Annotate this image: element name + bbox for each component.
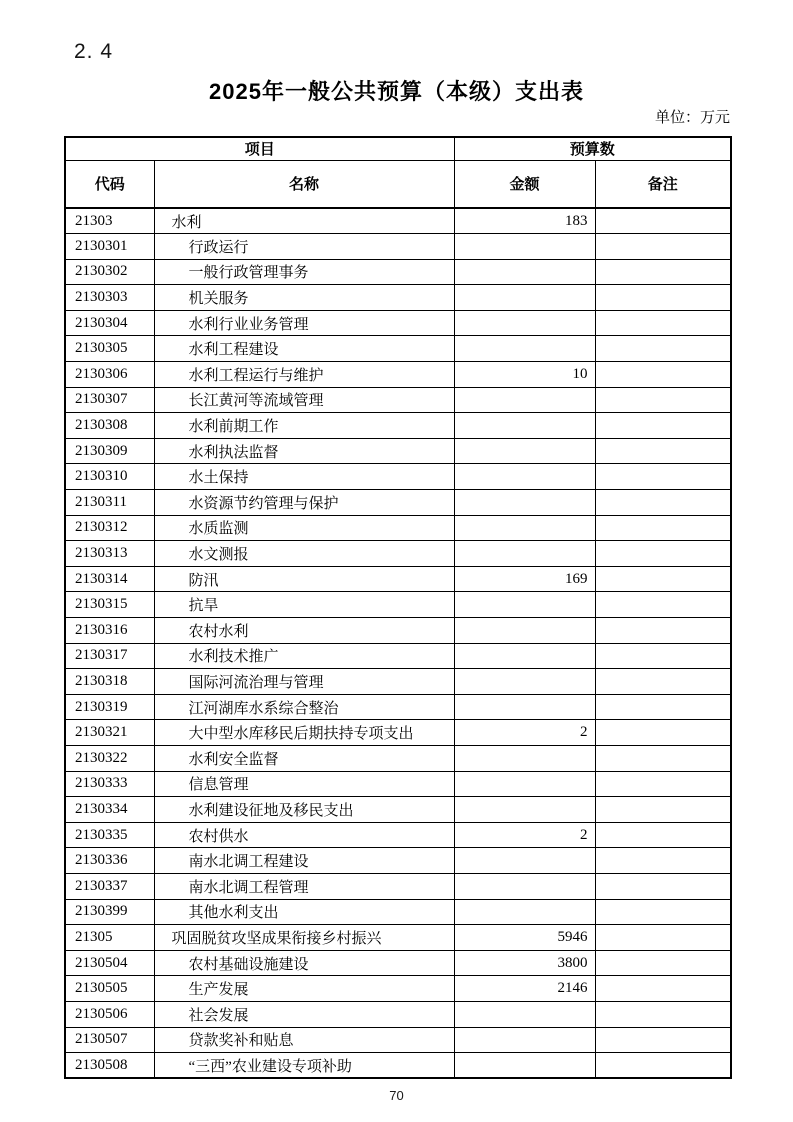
header-group-item: 项目	[65, 137, 454, 160]
row-code: 2130308	[65, 413, 154, 439]
row-note	[595, 592, 731, 618]
row-amount	[454, 387, 595, 413]
row-code: 2130507	[65, 1027, 154, 1053]
row-amount	[454, 310, 595, 336]
table-row	[65, 310, 731, 336]
row-name: 水利安全监督	[154, 745, 454, 771]
row-amount: 2146	[454, 976, 595, 1002]
row-amount	[454, 848, 595, 874]
row-note	[595, 694, 731, 720]
row-code: 2130311	[65, 490, 154, 516]
row-note	[595, 1027, 731, 1053]
table-row	[65, 618, 731, 644]
row-name: 农村水利	[154, 618, 454, 644]
row-code: 2130334	[65, 797, 154, 823]
row-note	[595, 541, 731, 567]
row-note	[595, 438, 731, 464]
row-code: 2130321	[65, 720, 154, 746]
row-code: 21303	[65, 208, 154, 234]
row-amount: 3800	[454, 950, 595, 976]
row-name: 社会发展	[154, 1001, 454, 1027]
header-group-budget: 预算数	[454, 137, 731, 160]
row-code: 2130301	[65, 234, 154, 260]
row-amount	[454, 643, 595, 669]
row-note	[595, 643, 731, 669]
row-note	[595, 234, 731, 260]
row-name: 水利技术推广	[154, 643, 454, 669]
row-note	[595, 515, 731, 541]
row-amount	[454, 694, 595, 720]
row-note	[595, 822, 731, 848]
row-code: 2130322	[65, 745, 154, 771]
row-amount: 5946	[454, 925, 595, 951]
row-amount	[454, 234, 595, 260]
row-name: 行政运行	[154, 234, 454, 260]
row-name: 巩固脱贫攻坚成果衔接乡村振兴	[154, 925, 454, 951]
row-code: 2130319	[65, 694, 154, 720]
row-name: 水利前期工作	[154, 413, 454, 439]
row-note	[595, 950, 731, 976]
header-col-code: 代码	[65, 160, 154, 208]
row-name: 水质监测	[154, 515, 454, 541]
table-row	[65, 208, 731, 234]
row-note	[595, 387, 731, 413]
row-note	[595, 848, 731, 874]
row-code: 21305	[65, 925, 154, 951]
table-row	[65, 490, 731, 516]
table-row	[65, 464, 731, 490]
row-amount: 2	[454, 822, 595, 848]
row-code: 2130310	[65, 464, 154, 490]
table-row	[65, 950, 731, 976]
row-amount	[454, 899, 595, 925]
row-note	[595, 1053, 731, 1079]
row-note	[595, 771, 731, 797]
row-name: 农村基础设施建设	[154, 950, 454, 976]
row-note	[595, 490, 731, 516]
row-note	[595, 873, 731, 899]
row-note	[595, 208, 731, 234]
row-code: 2130506	[65, 1001, 154, 1027]
table-body	[65, 208, 731, 1078]
row-note	[595, 285, 731, 311]
row-code: 2130309	[65, 438, 154, 464]
table-row	[65, 771, 731, 797]
row-name: 一般行政管理事务	[154, 259, 454, 285]
row-amount	[454, 797, 595, 823]
row-amount	[454, 1001, 595, 1027]
header-col-amount: 金额	[454, 160, 595, 208]
page-title: 2025年一般公共预算（本级）支出表	[209, 79, 584, 104]
row-name: 长江黄河等流域管理	[154, 387, 454, 413]
row-note	[595, 925, 731, 951]
header-columns-row	[65, 160, 731, 208]
row-note	[595, 618, 731, 644]
page-number: 70	[389, 1088, 404, 1103]
table-row	[65, 566, 731, 592]
row-amount	[454, 285, 595, 311]
table-row	[65, 592, 731, 618]
table-row	[65, 234, 731, 260]
row-code: 2130314	[65, 566, 154, 592]
row-code: 2130307	[65, 387, 154, 413]
row-code: 2130333	[65, 771, 154, 797]
row-name: 南水北调工程建设	[154, 848, 454, 874]
row-amount	[454, 336, 595, 362]
row-name: 贷款奖补和贴息	[154, 1027, 454, 1053]
table-row	[65, 976, 731, 1002]
row-amount	[454, 541, 595, 567]
table-row	[65, 362, 731, 388]
row-note	[595, 745, 731, 771]
row-name: 水利工程运行与维护	[154, 362, 454, 388]
header-group-row	[65, 137, 731, 160]
row-code: 2130336	[65, 848, 154, 874]
row-amount	[454, 873, 595, 899]
row-code: 2130302	[65, 259, 154, 285]
row-name: 水资源节约管理与保护	[154, 490, 454, 516]
row-amount	[454, 438, 595, 464]
row-code: 2130318	[65, 669, 154, 695]
row-code: 2130505	[65, 976, 154, 1002]
row-note	[595, 566, 731, 592]
row-name: 江河湖库水系综合整治	[154, 694, 454, 720]
row-amount	[454, 745, 595, 771]
row-amount	[454, 413, 595, 439]
row-code: 2130304	[65, 310, 154, 336]
table-row	[65, 643, 731, 669]
row-name: 水利	[154, 208, 454, 234]
row-name: 水文测报	[154, 541, 454, 567]
table-row	[65, 797, 731, 823]
row-note	[595, 413, 731, 439]
table-row	[65, 745, 731, 771]
table-row	[65, 285, 731, 311]
table-row	[65, 515, 731, 541]
table-row	[65, 541, 731, 567]
row-note	[595, 976, 731, 1002]
row-note	[595, 259, 731, 285]
row-name: 水利工程建设	[154, 336, 454, 362]
table-row	[65, 720, 731, 746]
row-note	[595, 336, 731, 362]
row-amount: 183	[454, 208, 595, 234]
row-code: 2130399	[65, 899, 154, 925]
row-name: 水土保持	[154, 464, 454, 490]
row-name: 南水北调工程管理	[154, 873, 454, 899]
row-code: 2130337	[65, 873, 154, 899]
row-amount	[454, 259, 595, 285]
row-amount: 2	[454, 720, 595, 746]
header-col-name: 名称	[154, 160, 454, 208]
table-row	[65, 336, 731, 362]
row-note	[595, 362, 731, 388]
section-number: 2. 4	[74, 40, 114, 63]
table-row	[65, 438, 731, 464]
row-amount	[454, 1053, 595, 1079]
budget-table	[64, 136, 732, 1079]
row-name: 农村供水	[154, 822, 454, 848]
row-name: 水利执法监督	[154, 438, 454, 464]
table-row	[65, 822, 731, 848]
table-row	[65, 1027, 731, 1053]
row-amount	[454, 1027, 595, 1053]
row-name: 国际河流治理与管理	[154, 669, 454, 695]
row-amount	[454, 771, 595, 797]
row-code: 2130335	[65, 822, 154, 848]
table-row	[65, 1001, 731, 1027]
row-code: 2130313	[65, 541, 154, 567]
row-name: 机关服务	[154, 285, 454, 311]
table-row	[65, 413, 731, 439]
row-amount	[454, 515, 595, 541]
row-code: 2130315	[65, 592, 154, 618]
table-row	[65, 925, 731, 951]
row-note	[595, 464, 731, 490]
row-code: 2130317	[65, 643, 154, 669]
table-row	[65, 899, 731, 925]
row-note	[595, 899, 731, 925]
row-code: 2130316	[65, 618, 154, 644]
row-note	[595, 1001, 731, 1027]
row-name: 水利行业业务管理	[154, 310, 454, 336]
row-note	[595, 310, 731, 336]
row-code: 2130508	[65, 1053, 154, 1079]
table-row	[65, 259, 731, 285]
row-note	[595, 797, 731, 823]
table-row	[65, 873, 731, 899]
header-col-note: 备注	[595, 160, 731, 208]
row-amount	[454, 618, 595, 644]
table-row	[65, 1053, 731, 1079]
table-row	[65, 669, 731, 695]
row-name: “三西”农业建设专项补助	[154, 1053, 454, 1079]
row-code: 2130312	[65, 515, 154, 541]
row-code: 2130305	[65, 336, 154, 362]
row-name: 水利建设征地及移民支出	[154, 797, 454, 823]
row-note	[595, 669, 731, 695]
row-amount	[454, 592, 595, 618]
row-code: 2130303	[65, 285, 154, 311]
row-amount	[454, 464, 595, 490]
row-amount: 169	[454, 566, 595, 592]
table-row	[65, 848, 731, 874]
row-name: 其他水利支出	[154, 899, 454, 925]
row-code: 2130504	[65, 950, 154, 976]
row-amount	[454, 669, 595, 695]
row-code: 2130306	[65, 362, 154, 388]
row-name: 生产发展	[154, 976, 454, 1002]
row-amount	[454, 490, 595, 516]
table-row	[65, 694, 731, 720]
row-name: 防汛	[154, 566, 454, 592]
row-amount: 10	[454, 362, 595, 388]
table-row	[65, 387, 731, 413]
row-name: 大中型水库移民后期扶持专项支出	[154, 720, 454, 746]
unit-label: 单位：万元	[654, 110, 730, 126]
row-name: 信息管理	[154, 771, 454, 797]
row-name: 抗旱	[154, 592, 454, 618]
row-note	[595, 720, 731, 746]
